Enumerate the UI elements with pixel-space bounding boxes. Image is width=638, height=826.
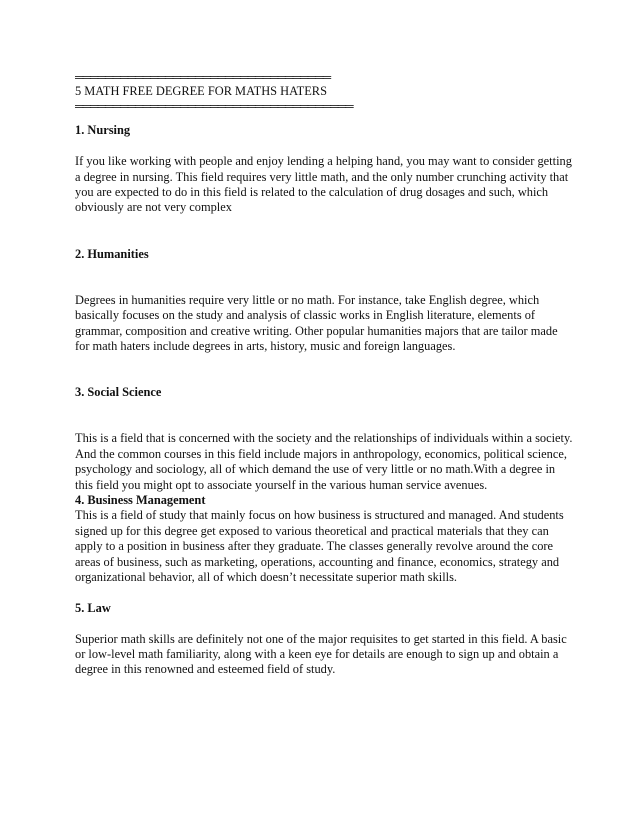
- document-page: [75, 70, 575, 678]
- section-heading-social-science: 3. Social Science: [75, 385, 162, 400]
- section-heading-nursing: 1. Nursing: [75, 123, 131, 138]
- document-title: 5 MATH FREE DEGREE FOR MATHS HATERS: [75, 84, 327, 98]
- top-divider: ══════════════════════════════════: [75, 70, 331, 84]
- section-body-business-management: This is a field of study that mainly focus on how business is structured and managed. And students signed up for this degree get exposed to various theoretical and practical materials that they can apply to a position in business after they graduate. The classes generally revolve around the core areas of business, such as marketing, operations, accounting and finance, economics, strategy and organizational behavior, all of which doesn’t necessitate superior math skills.: [75, 508, 564, 585]
- section-heading-business-management: 4. Business Management: [75, 493, 206, 508]
- section-heading-humanities: 2. Humanities: [75, 246, 149, 261]
- section-heading-law: 5. Law: [75, 600, 111, 615]
- section-body-law: Superior math skills are definitely not one of the major requisites to get started in this field. A basic or low-level math familiarity, along with a keen eye for details are enough to sign up and obtain a degree in this renowned and esteemed field of study.: [75, 631, 567, 677]
- section-body-nursing: If you like working with people and enjoy lending a helping hand, you may want to consider getting a degree in nursing. This field requires very little math, and the only number crunching activity that you are expected to do in this field is related to the calculation of drug dosages and such, which obviously are not very complex: [75, 154, 572, 215]
- section-body-social-science: This is a field that is concerned with the society and the relationships of individuals within a society. And the common courses in this field include majors in anthropology, economics, political science, psychology and sociology, all of which demand the use of very little or no math.With a degree in this field you might opt to associate yourself in the various human service avenues.: [75, 431, 573, 492]
- bottom-divider: ═════════════════════════════════════: [75, 99, 353, 114]
- section-body-humanities: Degrees in humanities require very little or no math. For instance, take English degree, which basically focuses on the study and analysis of classic works in English literature, elements of grammar, composition and creative writing. Other popular humanities majors that are tailor made for math haters include degrees in arts, history, music and foreign languages.: [75, 292, 558, 354]
